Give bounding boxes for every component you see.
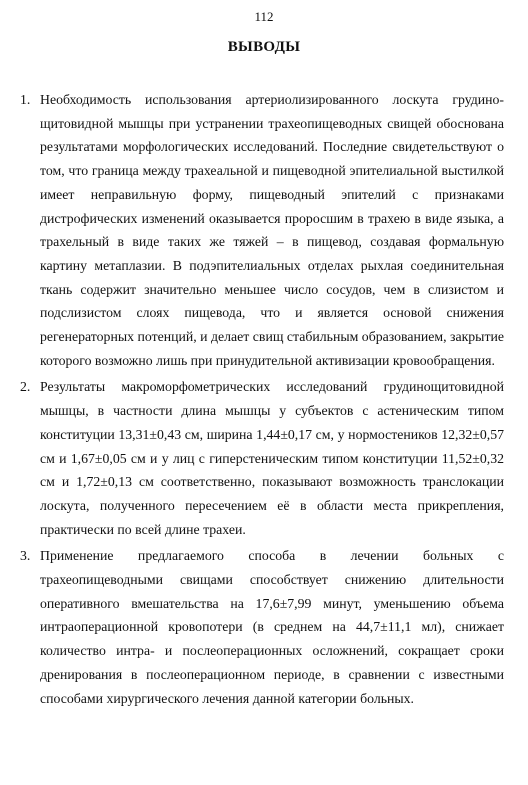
conclusion-number: 1.	[20, 92, 31, 107]
conclusion-item-1	[0, 88, 528, 372]
conclusion-text: Результаты макроморфометрических исследований грудинощитовидной мышцы, в частности длина мышцы у субъектов с астеническим типом конституции 13,31±0,43 см, ширина 1,44±0,17 см, у нормостеников 12,32±0,57 см и 1,67±0,05 см и у лиц с гиперстеническим типом конституции 11,52±0,32 см и 1,72±0,13 см соответственно, показывают возможность транслокации лоскута, полученного пересечением её в области места прикрепления, практически по всей длине трахеи.	[40, 379, 504, 537]
conclusion-number: 3.	[20, 548, 31, 564]
page-number: 112	[254, 9, 274, 24]
conclusions-list	[0, 88, 528, 710]
page-heading: ВЫВОДЫ	[227, 39, 301, 55]
conclusion-text: Применение предлагаемого способа в лечении больных с трахеопищеводными свищами способствует снижению длительности оперативного вмешательства на 17,6±7,99 минут, уменьшению объема интраоперационной кровопотери (в среднем на 44,7±11,1 мл), снижает количество интра- и послеоперационных осложнений, сокращает сроки дренирования в послеоперационном периоде, в сравнении с известными способами хирургического лечения данной категории больных.	[40, 548, 504, 706]
conclusion-item-3	[0, 544, 528, 710]
conclusion-item-2	[0, 375, 528, 541]
conclusion-text: Необходимость использования артериолизированного лоскута грудино-щитовидной мышцы при устранении трахеопищеводных свищей обоснована результатами морфологических исследований. Последние свидетельствуют о том, что граница между трахеальной и пищеводной эпителиальной выстилкой имеет неправильную форму, пищеводный эпителий с признаками дистрофических изменений оказывается проросшим в трахею в виде языка, а трахельный в виде таких же тяжей – в пищевод, создавая формальную картину метаплазии. В подэпителиальных отделах рыхлая соединительная ткань содержит значительно меньшее число сосудов, чем в слизистом и подслизистом слоях пищевода, что и является основой снижения регенераторных потенций, и делает свищ стабильным образованием, закрытие которого возможно лишь при принудительной активизации кровообращения.	[40, 92, 504, 368]
conclusion-number: 2.	[20, 379, 31, 395]
